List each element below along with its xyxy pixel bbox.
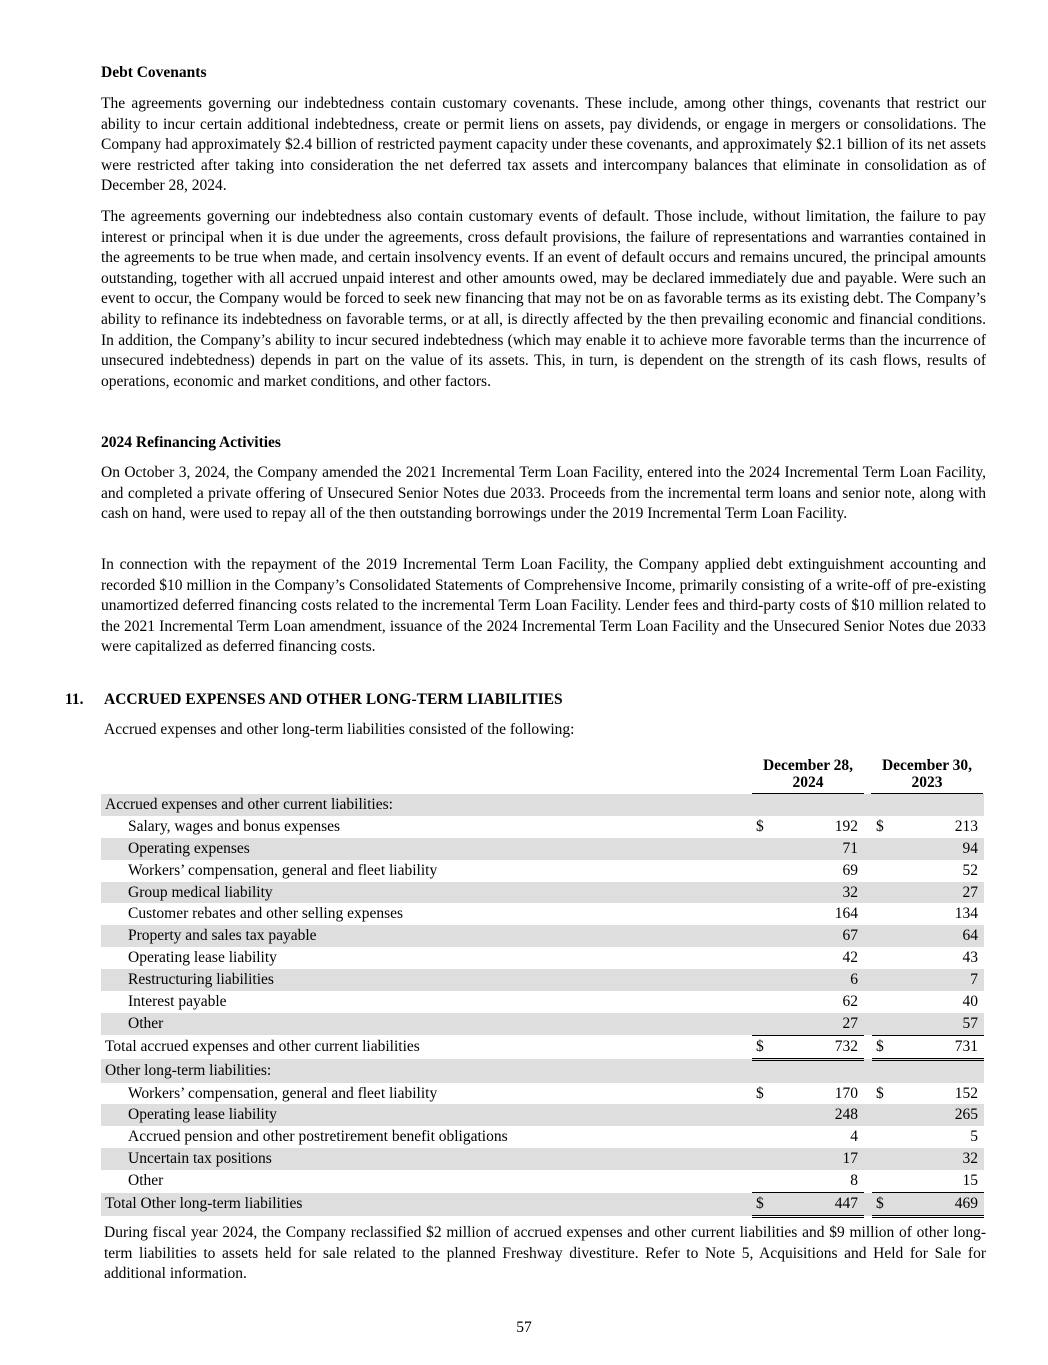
currency-2024 <box>752 882 772 904</box>
amount-2023: 64 <box>892 925 984 947</box>
table-row <box>101 882 984 904</box>
row-label: Other <box>101 1013 752 1035</box>
section-number: 11. <box>65 691 84 708</box>
amount-2023: 57 <box>892 1013 984 1035</box>
row-label: Workers’ compensation, general and fleet liability <box>128 1084 438 1102</box>
row-label: Other long-term liabilities: <box>101 1059 752 1082</box>
row-label: Total Other long-term liabilities <box>101 1193 752 1217</box>
currency-2024: $ <box>756 1084 764 1102</box>
row-label: Restructuring liabilities <box>101 969 752 991</box>
section-title: ACCRUED EXPENSES AND OTHER LONG-TERM LIABILITIES <box>104 691 563 708</box>
column-gap <box>864 991 872 1013</box>
amount-2024 <box>772 1059 864 1082</box>
currency-2023 <box>872 794 892 816</box>
row-label: Customer rebates and other selling expenses <box>128 905 404 923</box>
table-row <box>101 838 984 860</box>
column-gap <box>864 969 872 991</box>
currency-2023 <box>872 969 892 991</box>
amount-2023: 152 <box>954 1084 978 1102</box>
currency-2023 <box>872 991 892 1013</box>
currency-2024 <box>752 1170 772 1192</box>
amount-2024: 6 <box>772 969 864 991</box>
column-header-2023 <box>871 757 983 791</box>
amount-2024: 42 <box>842 949 858 967</box>
amount-2023: 469 <box>892 1193 984 1217</box>
row-label: Property and sales tax payable <box>101 925 752 947</box>
column-gap <box>864 1035 872 1059</box>
column-gap <box>864 1193 872 1217</box>
currency-2024 <box>752 1059 772 1082</box>
currency-2023 <box>872 947 892 969</box>
amount-2024: 248 <box>772 1104 864 1126</box>
table-row <box>101 925 984 947</box>
amount-2023: 43 <box>962 949 978 967</box>
table-row <box>101 1126 984 1148</box>
column-gap <box>864 1170 872 1192</box>
refinancing-paragraph-1: On October 3, 2024, the Company amended the 2021 Incremental Term Loan Facility, entered into the 2024 Incremental Term Loan Facility, and completed a private offering of Unsecured Senior Notes due 2033. Proceeds from the incremental term loans and senior note, along with cash on hand, were used to repay all of the then outstanding borrowings under the 2019 Incremental Term Loan Facility. <box>101 464 986 523</box>
currency-2024 <box>752 860 772 882</box>
column-gap <box>864 903 872 925</box>
amount-2024: 732 <box>772 1035 864 1059</box>
amount-2024: 71 <box>772 838 864 860</box>
amount-2024: 27 <box>772 1013 864 1035</box>
column-gap <box>864 1013 872 1035</box>
refinancing-heading: 2024 Refinancing Activities <box>101 434 281 451</box>
currency-2024 <box>752 1148 772 1170</box>
section-intro: Accrued expenses and other long-term liabilities consisted of the following: <box>104 721 575 738</box>
currency-2023 <box>872 1170 892 1192</box>
currency-2024 <box>752 1013 772 1035</box>
table-row <box>101 991 984 1013</box>
row-label: Salary, wages and bonus expenses <box>128 817 341 835</box>
row-label: Total accrued expenses and other current liabilities <box>105 1038 420 1056</box>
table-row <box>101 903 984 925</box>
amount-2023: 731 <box>892 1035 984 1059</box>
amount-2023: 27 <box>892 882 984 904</box>
column-gap <box>864 882 872 904</box>
amount-2023 <box>892 794 984 816</box>
table-row <box>101 947 984 969</box>
column-gap <box>864 816 872 838</box>
row-label: Operating lease liability <box>128 949 277 967</box>
row-label: Other <box>128 1172 164 1190</box>
amount-2024: 8 <box>772 1170 864 1192</box>
debt-covenants-heading: Debt Covenants <box>101 64 207 81</box>
column-gap <box>864 1104 872 1126</box>
amount-2023: 265 <box>892 1104 984 1126</box>
currency-2024: $ <box>752 1035 772 1059</box>
row-label: Operating expenses <box>101 838 752 860</box>
currency-2023 <box>872 1126 892 1148</box>
table-row <box>101 860 984 882</box>
currency-2023 <box>872 1104 892 1126</box>
amount-2024: 4 <box>850 1128 858 1146</box>
column-gap <box>864 947 872 969</box>
column-gap <box>864 794 872 816</box>
currency-2023 <box>872 1013 892 1035</box>
table-row <box>101 969 984 991</box>
row-label: Interest payable <box>128 992 227 1010</box>
amount-2024: 192 <box>834 817 858 835</box>
amount-2024: 69 <box>842 861 858 879</box>
currency-2024 <box>752 991 772 1013</box>
amount-2023: 5 <box>970 1128 978 1146</box>
amount-2024: 67 <box>772 925 864 947</box>
amount-2024: 17 <box>772 1148 864 1170</box>
page-number: 57 <box>516 1319 532 1336</box>
table-row <box>101 1083 984 1105</box>
currency-2024 <box>752 794 772 816</box>
column-header-2023-text: December 30, 2023 <box>881 757 973 791</box>
amount-2024: 447 <box>772 1193 864 1217</box>
amount-2023 <box>892 1059 984 1082</box>
amount-2023: 213 <box>954 817 978 835</box>
table-row <box>101 1170 984 1192</box>
table-row <box>101 1035 984 1059</box>
table-row <box>101 1148 984 1170</box>
amount-2023: 15 <box>892 1170 984 1192</box>
amount-2024: 164 <box>834 905 858 923</box>
currency-2023 <box>872 903 892 925</box>
amount-2023: 52 <box>962 861 978 879</box>
currency-2023 <box>872 925 892 947</box>
row-label: Uncertain tax positions <box>101 1148 752 1170</box>
currency-2024 <box>752 903 772 925</box>
amount-2023: 7 <box>892 969 984 991</box>
row-label: Operating lease liability <box>101 1104 752 1126</box>
currency-2023 <box>872 1148 892 1170</box>
table-row <box>101 1193 984 1217</box>
currency-2024 <box>752 925 772 947</box>
currency-2024 <box>752 1104 772 1126</box>
currency-2024 <box>752 947 772 969</box>
column-gap <box>864 838 872 860</box>
column-header-2024-text: December 28, 2024 <box>762 757 854 791</box>
amount-2023: 94 <box>892 838 984 860</box>
currency-2024: $ <box>752 1193 772 1217</box>
column-gap <box>864 860 872 882</box>
amount-2023: 32 <box>892 1148 984 1170</box>
table-row <box>101 1104 984 1126</box>
currency-2023: $ <box>876 817 884 835</box>
currency-2023 <box>872 1059 892 1082</box>
row-label: Group medical liability <box>101 882 752 904</box>
row-label: Workers’ compensation, general and fleet liability <box>128 861 438 879</box>
debt-covenants-paragraph-2: The agreements governing our indebtedness also contain customary events of default. Those include, without limitation, the failure to pay interest or principal when it is due under the agreements, cross default provisions, the failure of representations and warranties contained in the agreements to be true when made, and certain insolvency events. If an event of default occurs and remains uncured, the principal amounts outstanding, together with all accrued unpaid interest and other amounts owed, may be declared immediately due and payable. Were such an event to occur, the Company would be forced to seek new financing that may not be on as favorable terms as its existing debt. The Company’s ability to refinance its indebtedness on favorable terms, or at all, is directly affected by the then prevailing economic and financial conditions. In addition, the Company’s ability to incur secured indebtedness (which may enable it to achieve more favorable terms than the incurrence of unsecured indebtedness) depends in part on the value of its assets. This, in turn, is dependent on the strength of its cash flows, results of operations, economic and market conditions, and other factors. <box>101 208 986 390</box>
amount-2024 <box>772 794 864 816</box>
currency-2023: $ <box>876 1084 884 1102</box>
currency-2023: $ <box>872 1193 892 1217</box>
amount-2024: 170 <box>834 1084 858 1102</box>
column-gap <box>864 1059 872 1082</box>
column-header-2024 <box>752 757 864 791</box>
table-row <box>101 794 984 816</box>
currency-2023 <box>872 838 892 860</box>
currency-2024 <box>752 969 772 991</box>
currency-2024 <box>752 1126 772 1148</box>
amount-2024: 32 <box>772 882 864 904</box>
column-gap <box>864 1083 872 1105</box>
column-gap <box>864 925 872 947</box>
refinancing-paragraph-2: In connection with the repayment of the 2019 Incremental Term Loan Facility, the Company applied debt extinguishment accounting and recorded $10 million in the Company’s Consolidated Statements of Comprehensive Income, primarily consisting of a write-off of pre-existing unamortized deferred financing costs related to the incremental Term Loan Facility. Lender fees and third-party costs of $10 million related to the 2021 Incremental Term Loan amendment, issuance of the 2024 Incremental Term Loan Facility and the Unsecured Senior Notes due 2033 were capitalized as deferred financing costs. <box>101 556 986 656</box>
currency-2023: $ <box>872 1035 892 1059</box>
footnote-paragraph: During fiscal year 2024, the Company reclassified $2 million of accrued expenses and other current liabilities and $9 million of other long-term liabilities to assets held for sale related to the planned Freshway divestiture. Refer to Note 5, Acquisitions and Held for Sale for additional information. <box>104 1224 986 1283</box>
column-gap <box>864 1126 872 1148</box>
accrued-liabilities-table <box>101 794 984 1218</box>
currency-2024 <box>752 838 772 860</box>
table-row <box>101 1059 984 1082</box>
column-gap <box>864 1148 872 1170</box>
debt-covenants-paragraph-1: The agreements governing our indebtedness contain customary covenants. These include, among other things, covenants that restrict our ability to incur certain additional indebtedness, create or permit liens on assets, pay dividends, or engage in mergers or consolidations. The Company had approximately $2.4 billion of restricted payment capacity under these covenants, and approximately $2.1 billion of its net assets were restricted after taking into consideration the net deferred tax assets and intercompany balances that eliminate in consolidation as of December 28, 2024. <box>101 95 986 195</box>
currency-2023 <box>872 882 892 904</box>
amount-2024: 62 <box>842 992 858 1010</box>
row-label: Accrued pension and other postretirement benefit obligations <box>128 1128 508 1146</box>
amount-2023: 134 <box>954 905 978 923</box>
table-row <box>101 1013 984 1035</box>
amount-2023: 40 <box>962 992 978 1010</box>
table-row <box>101 816 984 838</box>
row-label: Accrued expenses and other current liabilities: <box>101 794 752 816</box>
currency-2024: $ <box>756 817 764 835</box>
currency-2023 <box>872 860 892 882</box>
